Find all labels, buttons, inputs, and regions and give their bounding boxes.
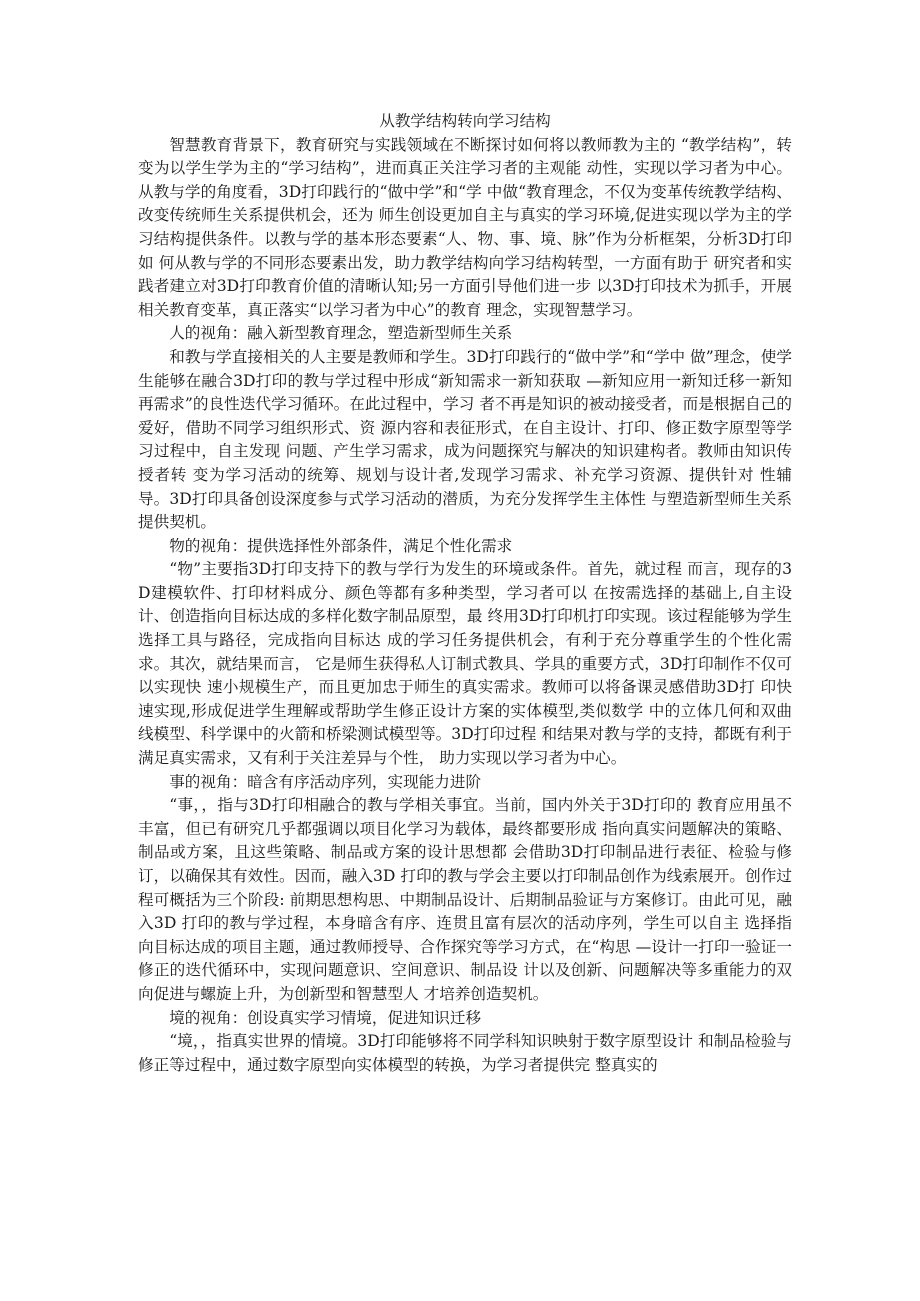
paragraph-event: “事，，指与3D打印相融合的教与学相关事宜。当前，国内外关于3D打印的 教育应用虽不丰富，但已有研究几乎都强调以项目化学习为载体，最终都要形成 指向真实问题解决的策略、制品或方案，且这些策略、制品或方案的设计思想都 会借助3D打印制品进行表征、检验与修订，以确保其有效性。因而，融入3D 打印的教与学会主要以打印制品创作为线索展开。创作过程可概括为三个阶段: 前期思想构思、中期制品设计、后期制品验证与方案修订。由此可见，融入3D 打印的教与学过程，本身暗含有序、连贯且富有层次的活动序列，学生可以自主 选择指向目标达成的项目主题，通过教师授导、合作探究等学习方式，在“构思 —设计一打印一验证一修正的迭代循环中，实现问题意识、空间意识、制品设 计以及创新、问题解决等多重能力的双向促进与螺旋上升，为创新型和智慧型人 才培养创造契机。	[138, 796, 792, 1003]
paragraph-person: 和教与学直接相关的人主要是教师和学生。3D打印践行的“做中学”和“学中 做”理念，使学生能够在融合3D打印的教与学过程中形成“新知需求一新知获取 —新知应用一新知迁移一新知再需求”的良性迭代学习循环。在此过程中，学习 者不再是知识的被动接受者，而是根据自己的爱好，借助不同学习组织形式、资 源内容和表征形式，在自主设计、打印、修正数字原型等学习过程中，自主发现 问题、产生学习需求，成为问题探究与解决的知识建构者。教师由知识传授者转 变为学习活动的统筹、规划与设计者,发现学习需求、补充学习资源、提供针对 性辅导。3D打印具备创设深度参与式学习活动的潜质，为充分发挥学生主体性 与塑造新型师生关系提供契机。	[138, 347, 792, 532]
paragraph-context: “境，，指真实世界的情境。3D打印能够将不同学科知识映射于数字原型设计 和制品检验与修正等过程中，通过数字原型向实体模型的转换，为学习者提供完 整真实的	[138, 1032, 792, 1074]
paragraph-thing: “物”主要指3D打印支持下的教与学行为发生的环境或条件。首先，就过程 而言，现存的3D建模软件、打印材料成分、颜色等都有多种类型，学习者可以 在按需选择的基础上,自主设计、创造指向目标达成的多样化数字制品原型，最 终用3D打印机打印实现。该过程能够为学生选择工具与路径，完成指向目标达 成的学习任务提供机会，有利于充分尊重学生的个性化需求。其次，就结果而言， 它是师生获得私人订制式教具、学具的重要方式，3D打印制作不仅可以实现快 速小规模生产，而且更加忠于师生的真实需求。教师可以将备课灵感借助3D打 印快速实现,形成促进学生理解或帮助学生修正设计方案的实体模型,类似数学 中的立体几何和双曲线模型、科学课中的火箭和桥梁测试模型等。3D打印过程 和结果对教与学的支持，都既有利于满足真实需求，又有利于关注差异与个性， 助力实现以学习者为中心。	[138, 560, 792, 768]
section-heading-person: 人的视角：融入新型教育理念，塑造新型师生关系	[169, 324, 513, 343]
section-heading-thing: 物的视角：提供选择性外部条件，满足个性化需求	[169, 536, 513, 555]
document-title: 从教学结构转向学习结构	[379, 112, 551, 130]
section-heading-event: 事的视角：暗含有序活动序列，实现能力进阶	[169, 772, 482, 791]
intro-paragraph: 智慧教育背景下，教育研究与实践领域在不断探讨如何将以教师教为主的 “教学结构”，转变为以学生学为主的“学习结构”，进而真正关注学习者的主观能 动性，实现以学习者为中心。从教与学的角度看，3D打印践行的“做中学”和“学 中做“教育理念，不仅为变革传统教学结构、改变传统师生关系提供机会，还为 师生创设更加自主与真实的学习环境,促进实现以学为主的学习结构提供条件。以教与学的基本形态要素“人、物、事、境、脉”作为分析框架，分析3D打印如 何从教与学的不同形态要素出发，助力教学结构向学习结构转型，一方面有助于 研究者和实践者建立对3D打印教育价值的清晰认知;另一方面引导他们进一步 以3D打印技术为抓手，开展相关教育变革，真正落实“以学习者为中心”的教育 理念，实现智慧学习。	[138, 135, 792, 319]
section-heading-context: 境的视角：创设真实学习情境，促进知识迁移	[169, 1008, 482, 1027]
document-page	[138, 110, 792, 1077]
